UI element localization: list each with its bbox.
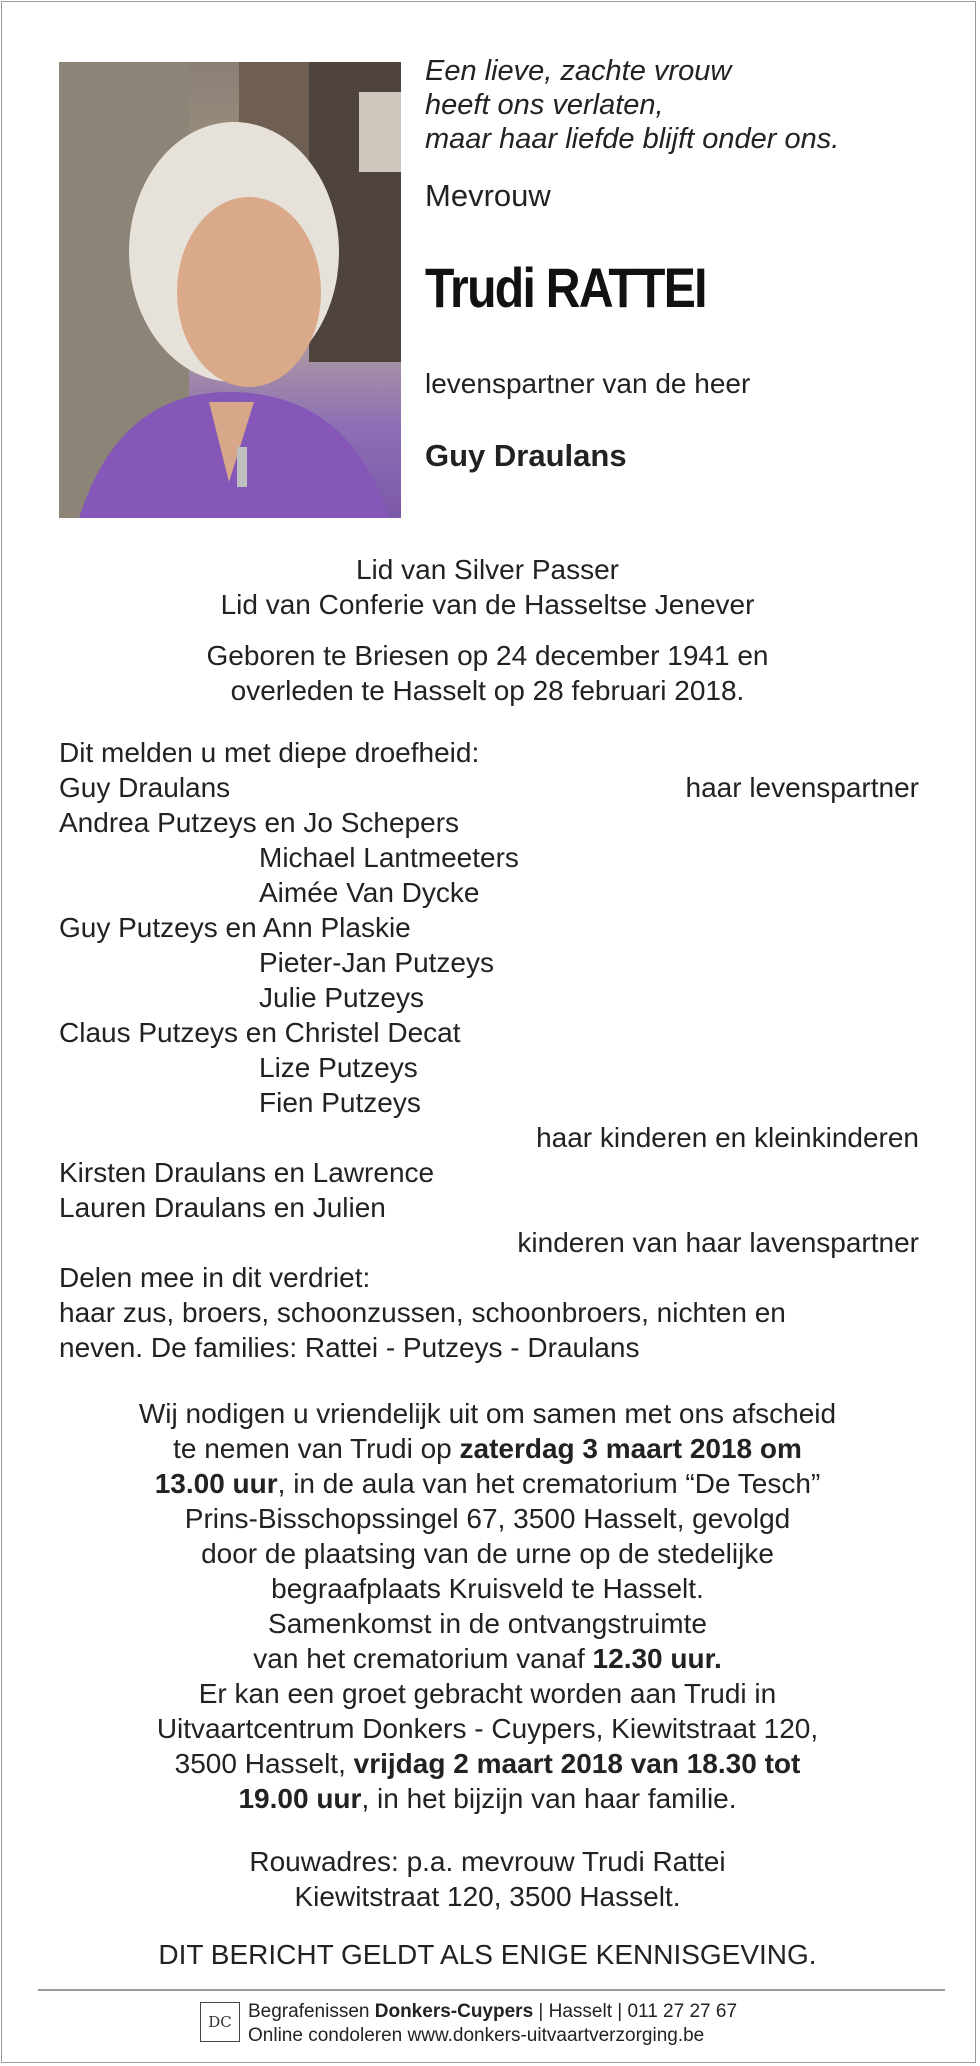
membership-line: Lid van Conferie van de Hasseltse Jenever <box>220 589 755 620</box>
invitation-line: 19.00 uur, in het bijzijn van haar familie. <box>238 1783 737 1814</box>
family-role: kinderen van haar lavenspartner <box>517 1227 919 1258</box>
family-member: Andrea Putzeys en Jo Schepers <box>59 807 460 838</box>
quote-line: heeft ons verlaten, <box>425 89 664 121</box>
invitation-line: Er kan een groet gebracht worden aan Trudi in <box>198 1678 777 1709</box>
invitation-line: begraafplaats Kruisveld te Hasselt. <box>271 1573 704 1604</box>
footer-company-line: Begrafenissen Donkers-Cuypers | Hasselt | 011 27 27 67 <box>248 2001 738 2022</box>
address-line: Rouwadres: p.a. mevrouw Trudi Rattei <box>249 1846 726 1877</box>
announce-intro: Dit melden u met diepe droefheid: <box>59 737 480 768</box>
partner-name: Guy Draulans <box>425 438 627 473</box>
grandchild: Michael Lantmeeters <box>259 842 519 873</box>
invitation-line: van het crematorium vanaf 12.30 uur. <box>253 1643 722 1674</box>
invitation-line: 3500 Hasselt, vrijdag 2 maart 2018 van 18.30 tot <box>174 1748 801 1779</box>
quote-line: Een lieve, zachte vrouw <box>425 55 732 87</box>
deceased-name: Trudi RATTEI <box>425 256 706 319</box>
notice: DIT BERICHT GELDT ALS ENIGE KENNISGEVING. <box>158 1939 817 1970</box>
footer-text <box>248 2000 737 2048</box>
life-dates <box>40 638 935 708</box>
family-member: Lauren Draulans en Julien <box>59 1192 386 1223</box>
footer-online-link[interactable]: Online condoleren www.donkers-uitvaartverzorging.be <box>248 2025 705 2046</box>
grandchild: Julie Putzeys <box>259 982 424 1013</box>
death-line: overleden te Hasselt op 28 februari 2018. <box>230 675 745 706</box>
family-role: haar levenspartner <box>685 772 919 803</box>
invitation-line: te nemen van Trudi op zaterdag 3 maart 2018 om <box>173 1433 802 1464</box>
family-role: haar kinderen en kleinkinderen <box>536 1122 919 1153</box>
family-member: Guy Putzeys en Ann Plaskie <box>59 912 411 943</box>
birth-line: Geboren te Briesen op 24 december 1941 en <box>206 640 769 671</box>
invitation-line: Prins-Bisschopssingel 67, 3500 Hasselt, gevolgd <box>184 1503 791 1534</box>
mourning-address <box>40 1844 935 1914</box>
grandchild: Aimée Van Dycke <box>259 877 480 908</box>
invitation-line: Samenkomst in de ontvangstruimte <box>268 1608 707 1639</box>
family-member: Claus Putzeys en Christel Decat <box>59 1017 461 1048</box>
share-line: neven. De families: Rattei - Putzeys - Draulans <box>59 1332 640 1363</box>
footer <box>200 1998 800 2058</box>
invitation <box>40 1396 935 1816</box>
share-intro: Delen mee in dit verdriet: <box>59 1262 371 1293</box>
address-line: Kiewitstraat 120, 3500 Hasselt. <box>294 1881 681 1912</box>
funeral-home-logo: DC <box>200 2002 240 2042</box>
family-member: Guy Draulans <box>59 772 231 803</box>
invitation-line: Uitvaartcentrum Donkers - Cuypers, Kiewitstraat 120, <box>156 1713 819 1744</box>
quote-line: maar haar liefde blijft onder ons. <box>425 123 840 155</box>
share-line: haar zus, broers, schoonzussen, schoonbroers, nichten en <box>59 1297 786 1328</box>
footer-divider <box>38 1989 945 1991</box>
grandchild: Lize Putzeys <box>259 1052 418 1083</box>
grandchild: Pieter-Jan Putzeys <box>259 947 494 978</box>
grandchild: Fien Putzeys <box>259 1087 421 1118</box>
membership-line: Lid van Silver Passer <box>355 554 619 585</box>
invitation-line: Wij nodigen u vriendelijk uit om samen met ons afscheid <box>138 1398 837 1429</box>
relation-label: levenspartner van de heer <box>425 368 751 399</box>
memorial-quote <box>425 54 955 156</box>
family-member: Kirsten Draulans en Lawrence <box>59 1157 435 1188</box>
salutation: Mevrouw <box>425 178 551 213</box>
portrait-photo <box>59 62 401 518</box>
memberships <box>40 552 935 622</box>
family-list <box>59 735 919 1365</box>
invitation-line: door de plaatsing van de urne op de stedelijke <box>201 1538 774 1569</box>
invitation-line: 13.00 uur, in de aula van het crematorium “De Tesch” <box>154 1468 821 1499</box>
